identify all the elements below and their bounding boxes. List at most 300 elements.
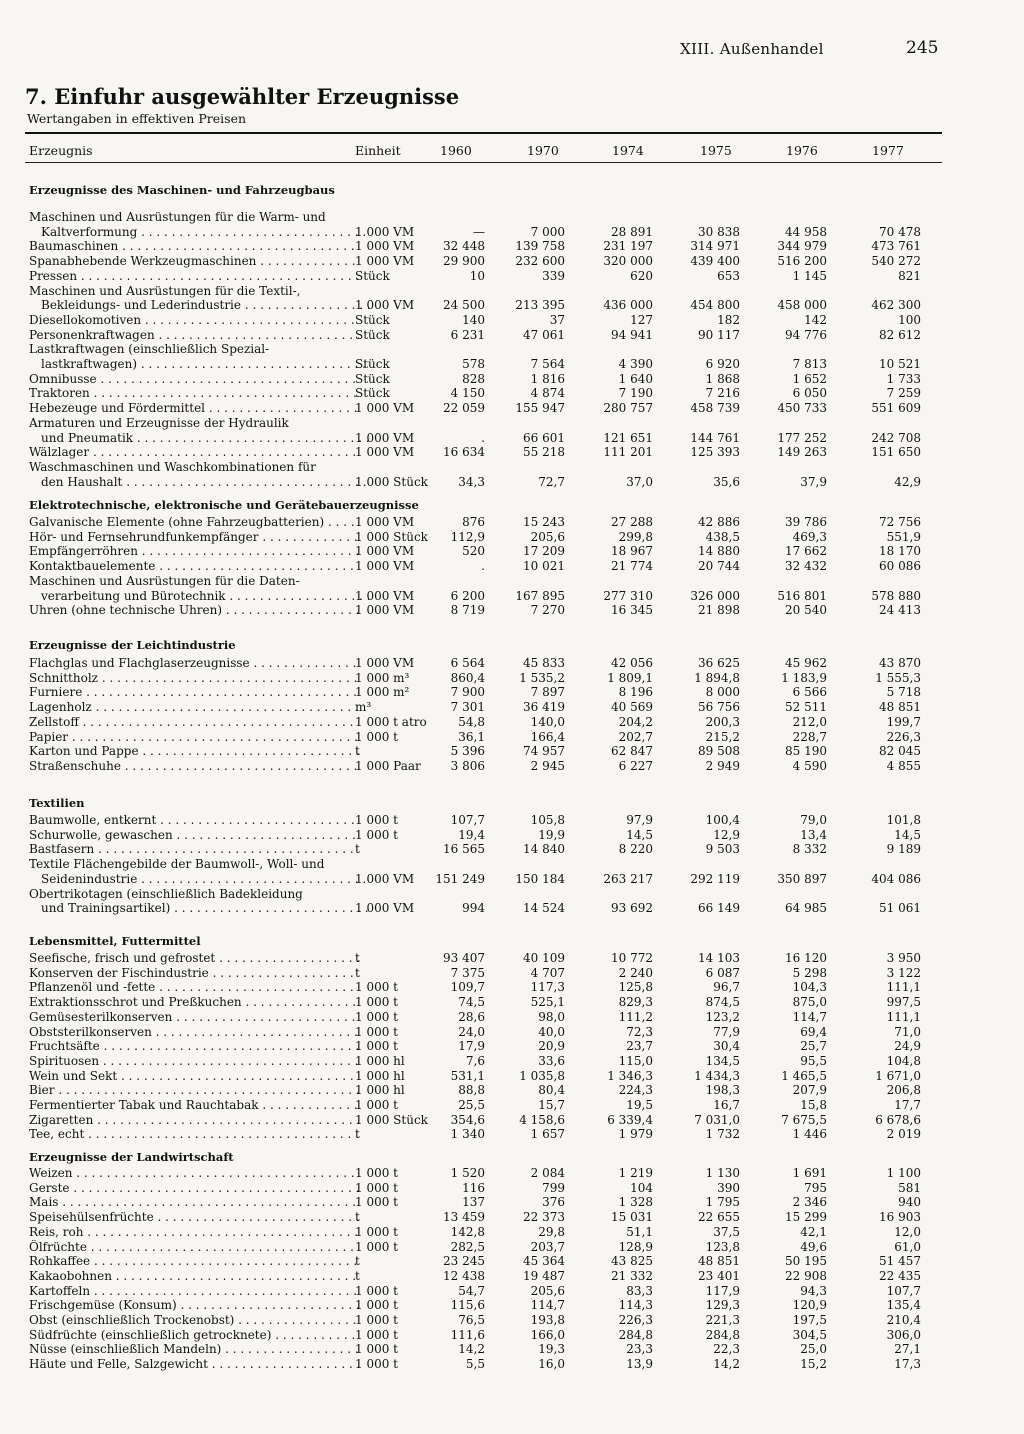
row-value-1977: 2 019 [886,1127,921,1142]
row-value-1977: 4 855 [886,758,921,773]
row-unit: t [355,842,360,857]
row-value-1975: 21 898 [698,603,740,618]
table-row [25,574,942,588]
row-value-1960: 137 [462,1195,485,1210]
row-value-1975: 874,5 [705,995,740,1010]
row-unit: 1 000 hl [355,1053,405,1068]
row-value-1974: 231 197 [603,239,653,254]
row-label: Wälzlager . . . [29,445,359,459]
row-unit: 1 000 t [355,1009,398,1024]
row-label: Furniere . . . [29,685,359,699]
row-value-1970: 55 218 [523,445,565,460]
row-value-1977: 104,8 [886,1053,921,1068]
row-value-1977: 16 903 [879,1210,921,1225]
row-unit: 1 000 Stück [355,1112,428,1127]
row-value-1974: 7 190 [618,386,653,401]
row-value-1974: 114,3 [618,1298,653,1313]
row-value-1960: 74,5 [458,995,485,1010]
row-value-1974: 226,3 [618,1313,653,1327]
row-value-1977: 101,8 [886,813,921,827]
row-label: Spanabhebende Werkzeugmaschinen . . . [29,254,359,268]
row-value-1970: 114,7 [530,1298,565,1313]
row-value-1974: 62 847 [611,744,653,759]
row-unit: 1 000 VM [355,430,415,445]
row-value-1974: 128,9 [618,1239,653,1254]
row-value-1976: 120,9 [792,1298,827,1313]
row-value-1960: . [481,559,485,574]
row-value-1977: 551,9 [886,529,921,544]
row-label: Obertrikotagen (einschließlich Badekleidung [29,886,303,901]
row-value-1977: 9 189 [886,842,921,857]
row-value-1970: 19,9 [538,827,565,842]
row-label: Zellstoff . . . [29,715,359,729]
row-unit: 1 000 t [355,1024,398,1039]
row-value-1976: 64 985 [785,901,827,916]
row-unit: 1 000 VM [355,515,415,529]
row-value-1974: 280 757 [603,401,653,416]
row-value-1960: 24,0 [458,1024,485,1039]
row-value-1960: 7,6 [465,1053,485,1068]
row-label: Reis, roh . . . [29,1225,359,1239]
page-title: 7. Einfuhr ausgewählter Erzeugnisse [25,84,460,109]
row-value-1976: 79,0 [800,813,827,827]
row-value-1975: 66 149 [698,901,740,916]
row-value-1976: 17 662 [785,544,827,559]
row-label: Flachglas und Flachglaserzeugnisse . . . [29,656,359,670]
row-value-1975: 123,8 [705,1239,740,1254]
row-value-1977: 61,0 [894,1239,921,1254]
row-value-1975: 22 655 [698,1210,740,1225]
row-value-1970: 376 [542,1195,565,1210]
row-label: Rohkaffee . . . [29,1254,359,1268]
row-value-1975: 653 [717,268,740,283]
table-row [25,1225,942,1239]
row-value-1977: 111,1 [886,980,921,995]
row-value-1975: 12,9 [713,827,740,842]
row-unit: 1 000 t [355,1195,398,1210]
row-unit: 1 000 t [355,1313,398,1327]
table-row [25,887,942,901]
row-value-1976: 344 979 [777,239,827,254]
row-value-1977: 1 555,3 [875,670,921,685]
row-value-1977: 24,9 [894,1039,921,1054]
row-label: Empfängerröhren . . . [29,544,359,558]
row-value-1960: 828 [462,371,485,386]
table-row [25,1328,942,1342]
row-value-1977: 10 521 [879,357,921,371]
row-value-1976: 1 465,5 [781,1068,827,1083]
row-label: lastkraftwagen) . . . [41,357,371,371]
row-value-1970: 1 657 [530,1127,565,1142]
row-value-1976: 52 511 [785,700,827,715]
row-value-1974: 299,8 [618,529,653,544]
table-row [25,460,942,474]
row-value-1976: 20 540 [785,603,827,618]
row-unit: 1 000 Stück [355,529,428,544]
row-value-1976: 6 566 [792,685,827,700]
table-row [25,1298,942,1312]
row-label: Obststerilkonserven . . . [29,1025,359,1039]
row-value-1977: 551 609 [871,401,921,416]
row-value-1975: 9 503 [705,842,740,857]
row-label: Hör- und Fernsehrundfunkempfänger . . . [29,530,359,544]
row-label: Maschinen und Ausrüstungen für die Daten- [29,573,300,588]
row-label: Nüsse (einschließlich Mandeln) . . . [29,1342,359,1356]
row-value-1976: 350 897 [777,871,827,886]
row-value-1970: 37 [549,312,565,327]
row-unit: 1 000 VM [355,871,415,886]
row-value-1960: 24 500 [443,298,485,313]
table-row [25,1127,942,1141]
row-value-1977: 821 [898,268,921,283]
row-value-1960: 28,6 [458,1009,485,1024]
row-value-1976: 7 813 [792,357,827,371]
row-value-1977: 24 413 [879,603,921,618]
row-label: Mais . . . [29,1195,359,1209]
row-value-1970: 14 524 [523,901,565,916]
row-value-1960: 531,1 [450,1068,485,1083]
row-value-1975: 7 216 [705,386,740,401]
row-label: verarbeitung und Bürotechnik . . . [41,589,371,603]
row-value-1977: 60 086 [879,559,921,574]
table-row [25,328,942,342]
table-row [25,357,942,371]
row-label: Karton und Pappe . . . [29,744,359,758]
row-unit: 1 000 t [355,827,398,842]
row-value-1975: 221,3 [705,1313,740,1327]
row-value-1975: 390 [717,1180,740,1195]
row-value-1975: 144 761 [690,430,740,445]
row-unit: 1 000 VM [355,544,415,559]
row-value-1970: 14 840 [523,842,565,857]
row-value-1974: 42 056 [611,656,653,670]
row-label: Uhren (ohne technische Uhren) . . . [29,603,359,617]
row-value-1970: 166,0 [530,1327,565,1342]
row-label: Kaltverformung . . . [41,225,371,239]
row-value-1970: 4 158,6 [519,1112,565,1127]
row-value-1970: 205,6 [530,1283,565,1298]
row-value-1977: 42,9 [894,474,921,489]
row-value-1977: 51 061 [879,901,921,916]
row-unit: 1 000 m² [355,685,410,700]
row-value-1974: 23,7 [626,1039,653,1054]
row-label: Lastkraftwagen (einschließlich Spezial- [29,342,270,357]
row-label: Kartoffeln . . . [29,1284,359,1298]
row-unit: 1 000 t [355,1039,398,1054]
row-value-1960: — [473,224,485,239]
row-value-1975: 77,9 [713,1024,740,1039]
row-value-1974: 21 332 [611,1268,653,1283]
row-value-1977: 151 650 [871,445,921,460]
table-row [25,313,942,327]
row-label: Fermentierter Tabak und Rauchtabak . . . [29,1098,359,1112]
row-value-1975: 23 401 [698,1268,740,1283]
row-value-1970: 1 535,2 [519,670,565,685]
row-value-1977: 72 756 [879,515,921,529]
page-subtitle: Wertangaben in effektiven Preisen [27,111,247,126]
row-value-1970: 203,7 [530,1239,565,1254]
row-unit: 1 000 t [355,1098,398,1112]
row-label: Waschmaschinen und Waschkombinationen für [29,459,316,474]
row-unit: 1 000 VM [355,588,415,603]
row-unit: 1 000 t [355,1239,398,1254]
row-value-1960: 34,3 [458,474,485,489]
row-value-1974: 19,5 [626,1098,653,1112]
table-row [25,1083,942,1097]
row-value-1960: 19,4 [458,827,485,842]
row-value-1977: 100 [898,312,921,327]
row-label: Südfrüchte (einschließlich getrocknete) . . . [29,1328,359,1342]
table-row [25,603,942,617]
row-value-1974: 15 031 [611,1210,653,1225]
row-value-1975: 14,2 [713,1357,740,1372]
row-label: Lagenholz . . . [29,700,359,714]
row-value-1960: 7 900 [450,685,485,700]
row-value-1975: 6 087 [705,965,740,980]
row-unit: 1 000 m³ [355,670,410,685]
row-label: Seidenindustrie . . . [41,872,371,886]
row-value-1976: 142 [804,312,827,327]
row-value-1976: 5 298 [792,965,827,980]
row-value-1970: 45 833 [523,656,565,670]
row-value-1975: 438,5 [705,529,740,544]
row-label: Straßenschuhe . . . [29,759,359,773]
row-value-1960: 10 [469,268,485,283]
row-value-1970: 45 364 [523,1254,565,1269]
row-unit: 1 000 hl [355,1083,405,1098]
row-value-1970: 72,7 [538,474,565,489]
row-value-1975: 14 103 [698,951,740,965]
row-value-1975: 1 868 [705,371,740,386]
row-label: Obst (einschließlich Trockenobst) . . . [29,1313,359,1327]
row-value-1977: 43 870 [879,656,921,670]
row-value-1960: 6 231 [450,327,485,342]
row-value-1974: 620 [630,268,653,283]
row-value-1977: 940 [898,1195,921,1210]
table-row [25,559,942,573]
row-value-1960: 8 719 [450,603,485,618]
table-row [25,298,942,312]
column-header-unit: Einheit [355,143,401,158]
row-value-1960: 25,5 [458,1098,485,1112]
row-label: Extraktionsschrot und Preßkuchen . . . [29,995,359,1009]
row-value-1960: 13 459 [443,1210,485,1225]
row-value-1974: 8 220 [618,842,653,857]
row-value-1977: 71,0 [894,1024,921,1039]
row-value-1960: 14,2 [458,1342,485,1357]
row-unit: 1 000 Paar [355,758,421,773]
row-value-1960: 107,7 [450,813,485,827]
table-row [25,951,942,965]
row-value-1974: 21 774 [611,559,653,574]
row-value-1976: 1 145 [792,268,827,283]
table-row [25,995,942,1009]
row-label: Bekleidungs- und Lederindustrie . . . [41,298,371,312]
table-top-rule [25,132,942,134]
row-value-1960: 578 [462,357,485,371]
row-value-1960: 7 375 [450,965,485,980]
row-value-1970: 15 243 [523,515,565,529]
row-value-1974: 125,8 [618,980,653,995]
row-label: Seefische, frisch und gefrostet . . . [29,951,359,965]
row-value-1975: 314 971 [690,239,740,254]
table-row [25,1240,942,1254]
row-value-1976: 149 263 [777,445,827,460]
row-value-1975: 1 894,8 [694,670,740,685]
table-row [25,857,942,871]
row-unit: 1 000 VM [355,254,415,269]
row-label: den Haushalt . . . [41,475,371,489]
row-value-1974: 6 227 [618,758,653,773]
row-value-1960: 29 900 [443,254,485,269]
row-value-1975: 2 949 [705,758,740,773]
row-value-1976: 37,9 [800,474,827,489]
row-value-1960: 17,9 [458,1039,485,1054]
row-label: Baumwolle, entkernt . . . [29,813,359,827]
row-value-1976: 49,6 [800,1239,827,1254]
table-row [25,1284,942,1298]
row-label: Galvanische Elemente (ohne Fahrzeugbatterien) . . . [29,515,359,529]
row-value-1974: 13,9 [626,1357,653,1372]
row-value-1975: 134,5 [705,1053,740,1068]
section-heading [25,638,942,652]
row-value-1977: 12,0 [894,1224,921,1239]
row-value-1975: 439 400 [690,254,740,269]
row-unit: 1 000 t [355,980,398,995]
row-unit: 1 000 VM [355,559,415,574]
row-value-1960: . [481,430,485,445]
row-value-1974: 23,3 [626,1342,653,1357]
row-value-1974: 436 000 [603,298,653,313]
row-label: Fruchtsäfte . . . [29,1039,359,1053]
row-value-1977: 22 435 [879,1268,921,1283]
table-row [25,842,942,856]
row-value-1970: 7 270 [530,603,565,618]
row-value-1970: 40 109 [523,951,565,965]
row-label: Maschinen und Ausrüstungen für die Textil-, [29,283,301,298]
table-row [25,544,942,558]
table-row [25,1166,942,1180]
column-header-1974: 1974 [612,143,644,158]
row-value-1970: 16,0 [538,1357,565,1372]
row-label: Frischgemüse (Konsum) . . . [29,1298,359,1312]
row-value-1976: 516 200 [777,254,827,269]
row-value-1970: 105,8 [530,813,565,827]
row-value-1970: 66 601 [523,430,565,445]
row-value-1976: 39 786 [785,515,827,529]
table-row [25,730,942,744]
row-value-1960: 93 407 [443,951,485,965]
row-value-1975: 125 393 [690,445,740,460]
row-unit: 1 000 VM [355,298,415,313]
row-value-1975: 1 795 [705,1195,740,1210]
row-value-1974: 93 692 [611,901,653,916]
table-row [25,966,942,980]
row-value-1976: 1 183,9 [781,670,827,685]
row-value-1974: 27 288 [611,515,653,529]
row-label: Papier . . . [29,730,359,744]
row-value-1977: 70 478 [879,224,921,239]
row-value-1976: 45 962 [785,656,827,670]
row-value-1974: 28 891 [611,224,653,239]
row-value-1977: 210,4 [886,1313,921,1327]
row-value-1960: 142,8 [450,1224,485,1239]
row-value-1970: 155 947 [515,401,565,416]
row-value-1974: 1 809,1 [607,670,653,685]
row-value-1975: 7 031,0 [694,1112,740,1127]
row-value-1975: 182 [717,312,740,327]
row-value-1977: 135,4 [886,1298,921,1313]
row-label: Gerste . . . [29,1181,359,1195]
row-value-1974: 94 941 [611,327,653,342]
row-value-1970: 22 373 [523,1210,565,1225]
row-value-1960: 116 [462,1180,485,1195]
row-unit: 1 000 t [355,1166,398,1180]
row-value-1960: 994 [462,901,485,916]
row-unit: t [355,965,360,980]
row-value-1976: 15,8 [800,1098,827,1112]
row-label: Diesellokomotiven . . . [29,313,359,327]
row-value-1960: 88,8 [458,1083,485,1098]
row-value-1974: 83,3 [626,1283,653,1298]
row-value-1975: 20 744 [698,559,740,574]
row-value-1977: 82 612 [879,327,921,342]
row-value-1974: 104 [630,1180,653,1195]
row-value-1960: 109,7 [450,980,485,995]
row-value-1974: 2 240 [618,965,653,980]
table-row [25,589,942,603]
row-value-1976: 197,5 [792,1313,827,1327]
row-value-1974: 277 310 [603,588,653,603]
row-label: Schnittholz . . . [29,671,359,685]
row-value-1974: 127 [630,312,653,327]
row-value-1960: 54,8 [458,714,485,729]
row-value-1970: 4 874 [530,386,565,401]
row-value-1970: 2 084 [530,1166,565,1180]
row-value-1975: 129,3 [705,1298,740,1313]
row-value-1960: 112,9 [450,529,485,544]
table-row [25,530,942,544]
column-header-product: Erzeugnis [29,143,93,158]
column-header-1976: 1976 [786,143,818,158]
row-value-1975: 292 119 [690,871,740,886]
row-value-1974: 72,3 [626,1024,653,1039]
table-row [25,269,942,283]
row-value-1974: 284,8 [618,1327,653,1342]
table-row [25,254,942,268]
row-value-1975: 14 880 [698,544,740,559]
row-value-1975: 56 756 [698,700,740,715]
row-value-1976: 1 446 [792,1127,827,1142]
row-value-1970: 10 021 [523,559,565,574]
row-value-1975: 89 508 [698,744,740,759]
row-value-1977: 404 086 [871,871,921,886]
table-row [25,872,942,886]
row-value-1976: 69,4 [800,1024,827,1039]
row-label: Kakaobohnen . . . [29,1269,359,1283]
section-title: Textilien [29,796,85,810]
row-value-1960: 16 565 [443,842,485,857]
row-value-1974: 204,2 [618,714,653,729]
table-row [25,813,942,827]
row-value-1976: 4 590 [792,758,827,773]
row-label: Weizen . . . [29,1166,359,1180]
row-unit: Stück [355,268,390,283]
row-value-1970: 205,6 [530,529,565,544]
row-value-1970: 525,1 [530,995,565,1010]
row-value-1977: 48 851 [879,700,921,715]
row-unit: 1 000 t [355,1283,398,1298]
